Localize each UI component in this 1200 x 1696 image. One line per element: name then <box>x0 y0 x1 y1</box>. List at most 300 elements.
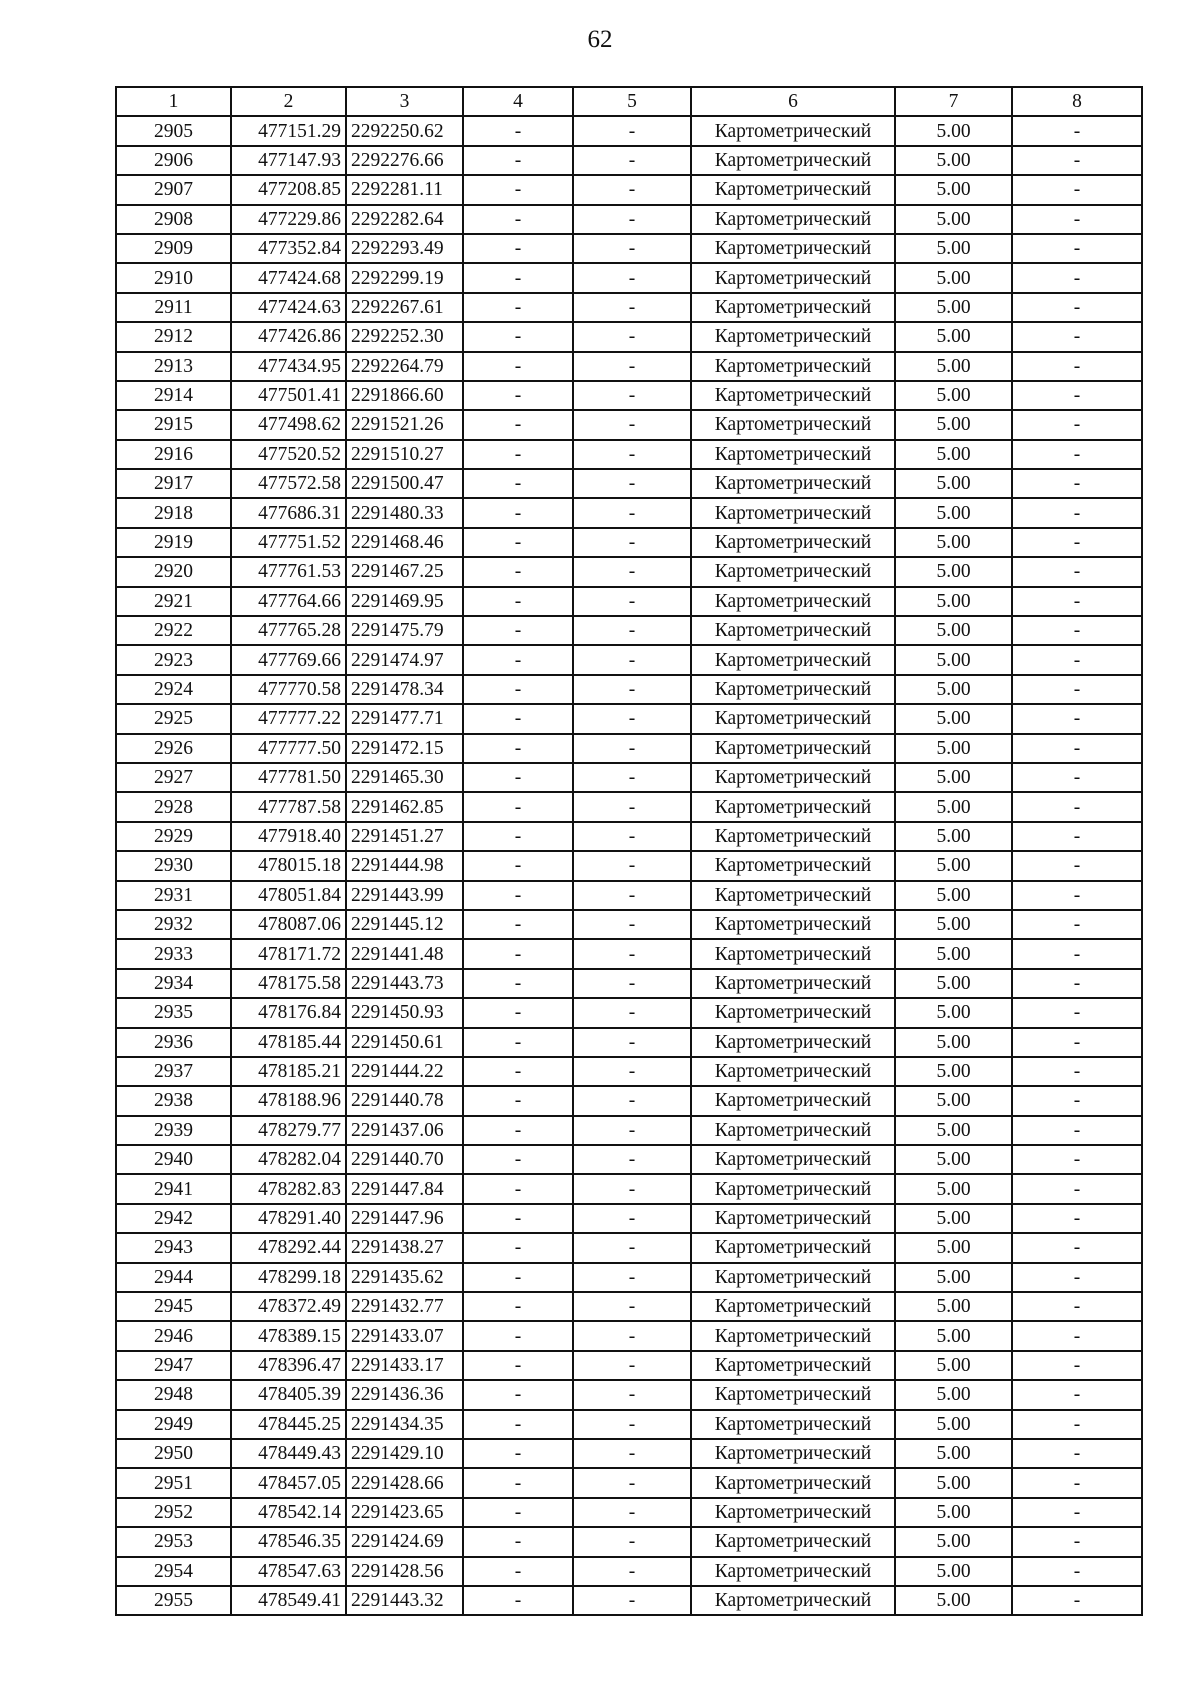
method-cell: Картометрический <box>691 469 895 498</box>
accuracy-cell: 5.00 <box>895 645 1012 674</box>
y-coordinate-cell: 2291428.66 <box>346 1468 463 1497</box>
accuracy-cell: 5.00 <box>895 587 1012 616</box>
method-cell: Картометрический <box>691 1292 895 1321</box>
x-coordinate-cell: 477151.29 <box>231 116 346 145</box>
y-coordinate-cell: 2291435.62 <box>346 1263 463 1292</box>
column-4-cell: - <box>463 1028 573 1057</box>
method-cell: Картометрический <box>691 293 895 322</box>
column-8-cell: - <box>1012 1145 1142 1174</box>
point-number-cell: 2947 <box>116 1351 231 1380</box>
y-coordinate-cell: 2291437.06 <box>346 1116 463 1145</box>
method-cell: Картометрический <box>691 998 895 1027</box>
y-coordinate-cell: 2291424.69 <box>346 1527 463 1556</box>
column-8-cell: - <box>1012 381 1142 410</box>
table-row <box>116 293 1142 322</box>
y-coordinate-cell: 2291447.96 <box>346 1204 463 1233</box>
table-row <box>116 557 1142 586</box>
x-coordinate-cell: 478372.49 <box>231 1292 346 1321</box>
y-coordinate-cell: 2291480.33 <box>346 498 463 527</box>
column-5-cell: - <box>573 969 691 998</box>
y-coordinate-cell: 2291451.27 <box>346 822 463 851</box>
method-cell: Картометрический <box>691 675 895 704</box>
column-4-cell: - <box>463 381 573 410</box>
x-coordinate-cell: 478299.18 <box>231 1263 346 1292</box>
table-body <box>116 116 1142 1615</box>
column-4-cell: - <box>463 822 573 851</box>
point-number-cell: 2912 <box>116 322 231 351</box>
x-coordinate-cell: 477434.95 <box>231 352 346 381</box>
accuracy-cell: 5.00 <box>895 205 1012 234</box>
column-8-cell: - <box>1012 1321 1142 1350</box>
accuracy-cell: 5.00 <box>895 939 1012 968</box>
column-5-cell: - <box>573 881 691 910</box>
point-number-cell: 2906 <box>116 146 231 175</box>
method-cell: Картометрический <box>691 1439 895 1468</box>
method-cell: Картометрический <box>691 587 895 616</box>
column-5-cell: - <box>573 322 691 351</box>
y-coordinate-cell: 2292264.79 <box>346 352 463 381</box>
column-5-cell: - <box>573 528 691 557</box>
accuracy-cell: 5.00 <box>895 969 1012 998</box>
column-4-cell: - <box>463 1086 573 1115</box>
accuracy-cell: 5.00 <box>895 1439 1012 1468</box>
table-row <box>116 116 1142 145</box>
column-4-cell: - <box>463 763 573 792</box>
column-4-cell: - <box>463 1498 573 1527</box>
column-5-cell: - <box>573 998 691 1027</box>
point-number-cell: 2922 <box>116 616 231 645</box>
x-coordinate-cell: 477498.62 <box>231 410 346 439</box>
table-row <box>116 1145 1142 1174</box>
accuracy-cell: 5.00 <box>895 410 1012 439</box>
method-cell: Картометрический <box>691 263 895 292</box>
table-row <box>116 1321 1142 1350</box>
table-row <box>116 1380 1142 1409</box>
column-8-cell: - <box>1012 851 1142 880</box>
column-8-cell: - <box>1012 704 1142 733</box>
column-8-cell: - <box>1012 763 1142 792</box>
accuracy-cell: 5.00 <box>895 675 1012 704</box>
column-8-cell: - <box>1012 1468 1142 1497</box>
point-number-cell: 2927 <box>116 763 231 792</box>
table-row <box>116 1233 1142 1262</box>
table-row <box>116 763 1142 792</box>
accuracy-cell: 5.00 <box>895 263 1012 292</box>
column-4-cell: - <box>463 263 573 292</box>
column-5-cell: - <box>573 1116 691 1145</box>
column-4-cell: - <box>463 969 573 998</box>
column-4-cell: - <box>463 440 573 469</box>
x-coordinate-cell: 477777.22 <box>231 704 346 733</box>
column-5-cell: - <box>573 1263 691 1292</box>
column-4-cell: - <box>463 939 573 968</box>
accuracy-cell: 5.00 <box>895 469 1012 498</box>
column-5-cell: - <box>573 675 691 704</box>
x-coordinate-cell: 478015.18 <box>231 851 346 880</box>
column-8-cell: - <box>1012 587 1142 616</box>
x-coordinate-cell: 477764.66 <box>231 587 346 616</box>
method-cell: Картометрический <box>691 910 895 939</box>
accuracy-cell: 5.00 <box>895 116 1012 145</box>
column-8-cell: - <box>1012 1439 1142 1468</box>
column-4-cell: - <box>463 175 573 204</box>
point-number-cell: 2926 <box>116 734 231 763</box>
column-8-cell: - <box>1012 1204 1142 1233</box>
column-4-cell: - <box>463 645 573 674</box>
column-5-cell: - <box>573 146 691 175</box>
method-cell: Картометрический <box>691 1204 895 1233</box>
column-5-cell: - <box>573 293 691 322</box>
x-coordinate-cell: 477572.58 <box>231 469 346 498</box>
column-5-cell: - <box>573 645 691 674</box>
method-cell: Картометрический <box>691 440 895 469</box>
column-4-cell: - <box>463 205 573 234</box>
y-coordinate-cell: 2292299.19 <box>346 263 463 292</box>
column-8-cell: - <box>1012 675 1142 704</box>
column-4-cell: - <box>463 998 573 1027</box>
point-number-cell: 2925 <box>116 704 231 733</box>
method-cell: Картометрический <box>691 1410 895 1439</box>
column-4-cell: - <box>463 146 573 175</box>
column-5-cell: - <box>573 1380 691 1409</box>
x-coordinate-cell: 477426.86 <box>231 322 346 351</box>
y-coordinate-cell: 2292281.11 <box>346 175 463 204</box>
method-cell: Картометрический <box>691 1233 895 1262</box>
column-5-cell: - <box>573 1145 691 1174</box>
column-8-cell: - <box>1012 616 1142 645</box>
point-number-cell: 2950 <box>116 1439 231 1468</box>
column-4-cell: - <box>463 1263 573 1292</box>
table-row <box>116 881 1142 910</box>
method-cell: Картометрический <box>691 881 895 910</box>
point-number-cell: 2932 <box>116 910 231 939</box>
method-cell: Картометрический <box>691 734 895 763</box>
accuracy-cell: 5.00 <box>895 1174 1012 1203</box>
point-number-cell: 2955 <box>116 1586 231 1615</box>
column-header-8: 8 <box>1012 87 1142 116</box>
method-cell: Картометрический <box>691 528 895 557</box>
column-8-cell: - <box>1012 1498 1142 1527</box>
table-row <box>116 1557 1142 1586</box>
point-number-cell: 2938 <box>116 1086 231 1115</box>
table-row <box>116 1410 1142 1439</box>
table-row <box>116 440 1142 469</box>
accuracy-cell: 5.00 <box>895 734 1012 763</box>
column-8-cell: - <box>1012 469 1142 498</box>
y-coordinate-cell: 2291450.93 <box>346 998 463 1027</box>
x-coordinate-cell: 477770.58 <box>231 675 346 704</box>
x-coordinate-cell: 477352.84 <box>231 234 346 263</box>
x-coordinate-cell: 477765.28 <box>231 616 346 645</box>
y-coordinate-cell: 2291474.97 <box>346 645 463 674</box>
column-4-cell: - <box>463 528 573 557</box>
y-coordinate-cell: 2291866.60 <box>346 381 463 410</box>
table-row <box>116 498 1142 527</box>
point-number-cell: 2917 <box>116 469 231 498</box>
y-coordinate-cell: 2291432.77 <box>346 1292 463 1321</box>
column-5-cell: - <box>573 1057 691 1086</box>
table-row <box>116 263 1142 292</box>
column-5-cell: - <box>573 1086 691 1115</box>
table-row <box>116 1586 1142 1615</box>
column-5-cell: - <box>573 410 691 439</box>
column-5-cell: - <box>573 910 691 939</box>
column-4-cell: - <box>463 704 573 733</box>
point-number-cell: 2911 <box>116 293 231 322</box>
column-5-cell: - <box>573 116 691 145</box>
column-5-cell: - <box>573 263 691 292</box>
table-row <box>116 587 1142 616</box>
point-number-cell: 2910 <box>116 263 231 292</box>
column-header-3: 3 <box>346 87 463 116</box>
column-4-cell: - <box>463 1057 573 1086</box>
point-number-cell: 2944 <box>116 1263 231 1292</box>
column-5-cell: - <box>573 1586 691 1615</box>
column-8-cell: - <box>1012 1527 1142 1556</box>
table-row <box>116 1204 1142 1233</box>
point-number-cell: 2948 <box>116 1380 231 1409</box>
table-row <box>116 675 1142 704</box>
x-coordinate-cell: 478546.35 <box>231 1527 346 1556</box>
table-row <box>116 704 1142 733</box>
column-8-cell: - <box>1012 1086 1142 1115</box>
column-8-cell: - <box>1012 734 1142 763</box>
point-number-cell: 2952 <box>116 1498 231 1527</box>
column-8-cell: - <box>1012 557 1142 586</box>
table-row <box>116 469 1142 498</box>
x-coordinate-cell: 478445.25 <box>231 1410 346 1439</box>
column-5-cell: - <box>573 1321 691 1350</box>
accuracy-cell: 5.00 <box>895 822 1012 851</box>
column-8-cell: - <box>1012 881 1142 910</box>
y-coordinate-cell: 2291428.56 <box>346 1557 463 1586</box>
accuracy-cell: 5.00 <box>895 1468 1012 1497</box>
method-cell: Картометрический <box>691 1174 895 1203</box>
accuracy-cell: 5.00 <box>895 352 1012 381</box>
accuracy-cell: 5.00 <box>895 381 1012 410</box>
x-coordinate-cell: 478188.96 <box>231 1086 346 1115</box>
point-number-cell: 2924 <box>116 675 231 704</box>
point-number-cell: 2921 <box>116 587 231 616</box>
y-coordinate-cell: 2291443.32 <box>346 1586 463 1615</box>
column-5-cell: - <box>573 381 691 410</box>
column-8-cell: - <box>1012 1410 1142 1439</box>
y-coordinate-cell: 2291423.65 <box>346 1498 463 1527</box>
column-8-cell: - <box>1012 146 1142 175</box>
x-coordinate-cell: 478449.43 <box>231 1439 346 1468</box>
column-5-cell: - <box>573 734 691 763</box>
coordinates-table <box>115 86 1143 1616</box>
y-coordinate-cell: 2291450.61 <box>346 1028 463 1057</box>
column-4-cell: - <box>463 1174 573 1203</box>
table-row <box>116 939 1142 968</box>
x-coordinate-cell: 477761.53 <box>231 557 346 586</box>
column-8-cell: - <box>1012 1028 1142 1057</box>
y-coordinate-cell: 2291477.71 <box>346 704 463 733</box>
y-coordinate-cell: 2292276.66 <box>346 146 463 175</box>
method-cell: Картометрический <box>691 969 895 998</box>
method-cell: Картометрический <box>691 1028 895 1057</box>
method-cell: Картометрический <box>691 1145 895 1174</box>
accuracy-cell: 5.00 <box>895 175 1012 204</box>
accuracy-cell: 5.00 <box>895 322 1012 351</box>
x-coordinate-cell: 477520.52 <box>231 440 346 469</box>
column-5-cell: - <box>573 851 691 880</box>
point-number-cell: 2934 <box>116 969 231 998</box>
point-number-cell: 2933 <box>116 939 231 968</box>
method-cell: Картометрический <box>691 1086 895 1115</box>
column-4-cell: - <box>463 675 573 704</box>
column-4-cell: - <box>463 1351 573 1380</box>
method-cell: Картометрический <box>691 175 895 204</box>
x-coordinate-cell: 478282.83 <box>231 1174 346 1203</box>
table-row <box>116 175 1142 204</box>
column-5-cell: - <box>573 1527 691 1556</box>
column-5-cell: - <box>573 469 691 498</box>
column-header-1: 1 <box>116 87 231 116</box>
accuracy-cell: 5.00 <box>895 851 1012 880</box>
accuracy-cell: 5.00 <box>895 1233 1012 1262</box>
x-coordinate-cell: 477501.41 <box>231 381 346 410</box>
accuracy-cell: 5.00 <box>895 1028 1012 1057</box>
x-coordinate-cell: 478549.41 <box>231 1586 346 1615</box>
column-8-cell: - <box>1012 205 1142 234</box>
column-4-cell: - <box>463 293 573 322</box>
table-row <box>116 734 1142 763</box>
y-coordinate-cell: 2291445.12 <box>346 910 463 939</box>
method-cell: Картометрический <box>691 498 895 527</box>
column-4-cell: - <box>463 1410 573 1439</box>
x-coordinate-cell: 477751.52 <box>231 528 346 557</box>
point-number-cell: 2945 <box>116 1292 231 1321</box>
column-8-cell: - <box>1012 1233 1142 1262</box>
table-row <box>116 851 1142 880</box>
column-4-cell: - <box>463 322 573 351</box>
accuracy-cell: 5.00 <box>895 763 1012 792</box>
table-row <box>116 1086 1142 1115</box>
column-5-cell: - <box>573 498 691 527</box>
method-cell: Картометрический <box>691 410 895 439</box>
column-5-cell: - <box>573 1028 691 1057</box>
column-8-cell: - <box>1012 440 1142 469</box>
y-coordinate-cell: 2291510.27 <box>346 440 463 469</box>
point-number-cell: 2935 <box>116 998 231 1027</box>
accuracy-cell: 5.00 <box>895 998 1012 1027</box>
column-5-cell: - <box>573 704 691 733</box>
column-header-6: 6 <box>691 87 895 116</box>
column-8-cell: - <box>1012 528 1142 557</box>
method-cell: Картометрический <box>691 1380 895 1409</box>
accuracy-cell: 5.00 <box>895 440 1012 469</box>
column-header-4: 4 <box>463 87 573 116</box>
x-coordinate-cell: 478279.77 <box>231 1116 346 1145</box>
column-4-cell: - <box>463 1380 573 1409</box>
method-cell: Картометрический <box>691 1351 895 1380</box>
point-number-cell: 2919 <box>116 528 231 557</box>
table-row <box>116 205 1142 234</box>
column-5-cell: - <box>573 205 691 234</box>
x-coordinate-cell: 478389.15 <box>231 1321 346 1350</box>
x-coordinate-cell: 478051.84 <box>231 881 346 910</box>
table-row <box>116 969 1142 998</box>
column-8-cell: - <box>1012 175 1142 204</box>
column-4-cell: - <box>463 1292 573 1321</box>
method-cell: Картометрический <box>691 557 895 586</box>
column-5-cell: - <box>573 1292 691 1321</box>
point-number-cell: 2954 <box>116 1557 231 1586</box>
y-coordinate-cell: 2291472.15 <box>346 734 463 763</box>
column-4-cell: - <box>463 881 573 910</box>
column-4-cell: - <box>463 1116 573 1145</box>
column-4-cell: - <box>463 1233 573 1262</box>
point-number-cell: 2930 <box>116 851 231 880</box>
y-coordinate-cell: 2292293.49 <box>346 234 463 263</box>
x-coordinate-cell: 478175.58 <box>231 969 346 998</box>
column-5-cell: - <box>573 352 691 381</box>
column-4-cell: - <box>463 1439 573 1468</box>
column-5-cell: - <box>573 1233 691 1262</box>
accuracy-cell: 5.00 <box>895 557 1012 586</box>
column-8-cell: - <box>1012 234 1142 263</box>
column-4-cell: - <box>463 1204 573 1233</box>
x-coordinate-cell: 478292.44 <box>231 1233 346 1262</box>
y-coordinate-cell: 2291475.79 <box>346 616 463 645</box>
x-coordinate-cell: 478542.14 <box>231 1498 346 1527</box>
point-number-cell: 2908 <box>116 205 231 234</box>
point-number-cell: 2942 <box>116 1204 231 1233</box>
column-5-cell: - <box>573 1498 691 1527</box>
column-8-cell: - <box>1012 1557 1142 1586</box>
method-cell: Картометрический <box>691 116 895 145</box>
table-row <box>116 1174 1142 1203</box>
column-8-cell: - <box>1012 293 1142 322</box>
column-5-cell: - <box>573 1410 691 1439</box>
method-cell: Картометрический <box>691 704 895 733</box>
table-row <box>116 1028 1142 1057</box>
accuracy-cell: 5.00 <box>895 1380 1012 1409</box>
column-8-cell: - <box>1012 998 1142 1027</box>
x-coordinate-cell: 477424.63 <box>231 293 346 322</box>
method-cell: Картометрический <box>691 1116 895 1145</box>
column-4-cell: - <box>463 1321 573 1350</box>
column-4-cell: - <box>463 1586 573 1615</box>
method-cell: Картометрический <box>691 822 895 851</box>
method-cell: Картометрический <box>691 146 895 175</box>
column-4-cell: - <box>463 1557 573 1586</box>
point-number-cell: 2907 <box>116 175 231 204</box>
accuracy-cell: 5.00 <box>895 146 1012 175</box>
accuracy-cell: 5.00 <box>895 1498 1012 1527</box>
x-coordinate-cell: 478282.04 <box>231 1145 346 1174</box>
column-8-cell: - <box>1012 792 1142 821</box>
accuracy-cell: 5.00 <box>895 498 1012 527</box>
x-coordinate-cell: 477918.40 <box>231 822 346 851</box>
table-row <box>116 1498 1142 1527</box>
y-coordinate-cell: 2291469.95 <box>346 587 463 616</box>
x-coordinate-cell: 477147.93 <box>231 146 346 175</box>
method-cell: Картометрический <box>691 851 895 880</box>
x-coordinate-cell: 478405.39 <box>231 1380 346 1409</box>
table-row <box>116 381 1142 410</box>
y-coordinate-cell: 2291429.10 <box>346 1439 463 1468</box>
method-cell: Картометрический <box>691 1527 895 1556</box>
y-coordinate-cell: 2291433.17 <box>346 1351 463 1380</box>
header-row <box>116 87 1142 116</box>
column-8-cell: - <box>1012 822 1142 851</box>
y-coordinate-cell: 2291438.27 <box>346 1233 463 1262</box>
y-coordinate-cell: 2292250.62 <box>346 116 463 145</box>
point-number-cell: 2914 <box>116 381 231 410</box>
